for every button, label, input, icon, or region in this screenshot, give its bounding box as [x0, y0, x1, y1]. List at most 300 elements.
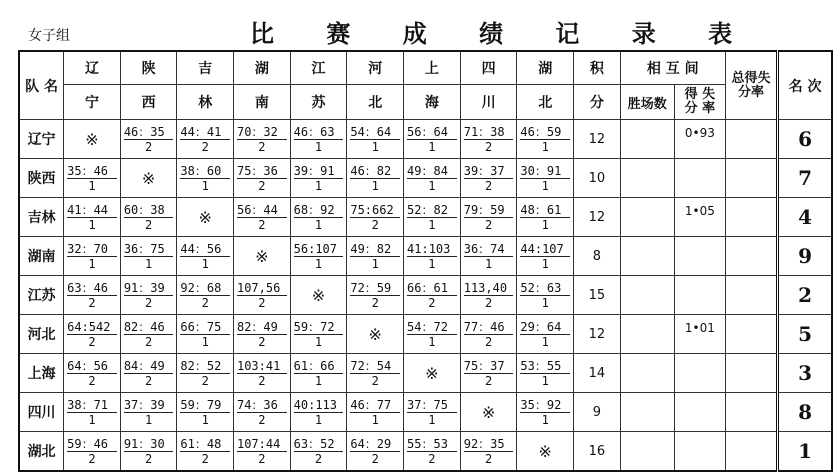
match-result-cell [460, 198, 517, 237]
match-points: 2 [201, 451, 209, 466]
match-points: 2 [484, 139, 493, 154]
match-points: 2 [88, 295, 96, 310]
match-score: 35：92 [520, 398, 570, 413]
match-score: 52：63 [520, 281, 570, 296]
match-result-cell [64, 159, 121, 198]
match-score: 35：46 [67, 164, 117, 179]
match-result-cell [460, 276, 517, 315]
mutual-ratio-cell [674, 354, 725, 393]
match-points: 1 [314, 334, 323, 349]
match-points: 1 [541, 295, 549, 310]
self-match-mark: ※ [404, 354, 461, 393]
match-points: 1 [428, 217, 436, 232]
team-name: 四川 [19, 393, 64, 432]
match-score: 74：36 [237, 398, 287, 413]
match-result-cell [290, 354, 347, 393]
match-result-cell [290, 198, 347, 237]
match-score: 82：46 [124, 320, 174, 335]
match-score: 41：44 [67, 203, 117, 218]
mutual-ratio-header-line1: 得 失 [684, 87, 716, 102]
mutual-ratio-cell: 1•01 [674, 315, 725, 354]
self-match-mark: ※ [233, 237, 290, 276]
match-points: 1 [88, 178, 96, 193]
match-score: 56：44 [237, 203, 287, 218]
match-score: 92：68 [180, 281, 230, 296]
table-row [19, 432, 832, 472]
match-points: 2 [144, 334, 153, 349]
match-score: 84：49 [124, 359, 174, 374]
opponent-header-bottom: 北 [517, 85, 574, 120]
opponent-header-top: 江 [290, 51, 347, 85]
match-score: 46：63 [294, 125, 344, 140]
rank-cell: 7 [778, 159, 832, 198]
match-result-cell [517, 120, 574, 159]
self-match-mark: ※ [460, 393, 517, 432]
match-points: 1 [314, 178, 323, 193]
match-points: 1 [484, 256, 493, 271]
match-points: 2 [144, 451, 153, 466]
match-result-cell [347, 432, 404, 472]
match-score: 107,56 [237, 281, 287, 296]
table-row [19, 276, 832, 315]
match-score: 49：82 [350, 242, 400, 257]
match-score: 46：82 [350, 164, 400, 179]
match-points: 1 [201, 178, 209, 193]
rank-cell: 8 [778, 393, 832, 432]
self-match-mark: ※ [177, 198, 234, 237]
match-score: 59：46 [67, 437, 117, 452]
match-score: 92：35 [464, 437, 514, 452]
match-points: 2 [484, 451, 493, 466]
match-result-cell [177, 237, 234, 276]
match-score: 63：46 [67, 281, 117, 296]
points-cell: 10 [574, 159, 621, 198]
match-score: 54：72 [407, 320, 457, 335]
table-row [19, 237, 832, 276]
match-points: 2 [144, 295, 153, 310]
match-points: 2 [484, 334, 493, 349]
total-ratio-cell [725, 198, 777, 237]
points-cell: 9 [574, 393, 621, 432]
match-result-cell [517, 315, 574, 354]
match-points: 2 [258, 334, 266, 349]
match-score: 32：70 [67, 242, 117, 257]
match-points: 1 [428, 256, 436, 271]
total-ratio-cell [725, 432, 777, 472]
match-points: 1 [428, 139, 436, 154]
opponent-header-bottom: 西 [120, 85, 177, 120]
match-result-cell [404, 315, 461, 354]
points-cell: 16 [574, 432, 621, 472]
match-score: 46：77 [350, 398, 400, 413]
match-score: 39：37 [464, 164, 514, 179]
match-score: 82：49 [237, 320, 287, 335]
match-points: 1 [314, 256, 323, 271]
match-result-cell [347, 276, 404, 315]
match-result-cell [233, 198, 290, 237]
mutual-header: 相 互 间 [620, 51, 725, 85]
match-result-cell [404, 276, 461, 315]
match-result-cell [347, 237, 404, 276]
opponent-header-top: 吉 [177, 51, 234, 85]
team-name: 上海 [19, 354, 64, 393]
team-name: 河北 [19, 315, 64, 354]
match-result-cell [404, 432, 461, 472]
match-points: 2 [258, 451, 266, 466]
match-points: 2 [314, 451, 323, 466]
match-result-cell [460, 120, 517, 159]
match-result-cell [177, 393, 234, 432]
match-result-cell [120, 393, 177, 432]
match-points: 1 [144, 256, 153, 271]
match-result-cell [177, 276, 234, 315]
match-result-cell [517, 393, 574, 432]
match-score: 61：48 [180, 437, 230, 452]
team-name: 吉林 [19, 198, 64, 237]
total-ratio-cell [725, 354, 777, 393]
match-result-cell [460, 432, 517, 472]
match-score: 36：75 [124, 242, 174, 257]
match-score: 91：39 [124, 281, 174, 296]
match-result-cell [290, 393, 347, 432]
match-result-cell [233, 315, 290, 354]
match-score: 36：74 [464, 242, 514, 257]
match-score: 75：36 [237, 164, 287, 179]
match-result-cell [177, 315, 234, 354]
match-result-cell [517, 159, 574, 198]
mutual-wins-cell [620, 432, 674, 472]
match-points: 1 [314, 139, 323, 154]
match-result-cell [290, 237, 347, 276]
match-score: 44：41 [180, 125, 230, 140]
self-match-mark: ※ [120, 159, 177, 198]
match-points: 2 [144, 139, 153, 154]
total-ratio-cell [725, 159, 777, 198]
match-result-cell [460, 315, 517, 354]
rank-cell: 9 [778, 237, 832, 276]
match-points: 2 [201, 139, 209, 154]
match-result-cell [64, 276, 121, 315]
match-score: 75:662 [350, 203, 400, 218]
table-row [19, 120, 832, 159]
match-points: 1 [428, 178, 436, 193]
mutual-wins-cell [620, 198, 674, 237]
match-points: 1 [371, 256, 379, 271]
match-result-cell [404, 120, 461, 159]
total-ratio-header: 总得失分率 [725, 51, 777, 120]
match-score: 75：37 [464, 359, 514, 374]
match-points: 2 [371, 217, 379, 232]
match-result-cell [517, 198, 574, 237]
opponent-header-top: 上 [404, 51, 461, 85]
match-result-cell [120, 276, 177, 315]
opponent-header-bottom: 宁 [64, 85, 121, 120]
match-points: 2 [88, 334, 96, 349]
match-result-cell [517, 276, 574, 315]
match-points: 2 [144, 217, 153, 232]
team-header: 队 名 [19, 51, 64, 120]
opponent-header-top: 辽 [64, 51, 121, 85]
match-result-cell [460, 354, 517, 393]
match-points: 2 [428, 295, 436, 310]
self-match-mark: ※ [290, 276, 347, 315]
match-score: 55：53 [407, 437, 457, 452]
match-points: 1 [371, 178, 379, 193]
match-points: 1 [371, 412, 379, 427]
match-result-cell [347, 120, 404, 159]
match-result-cell [233, 120, 290, 159]
match-score: 29：64 [520, 320, 570, 335]
match-result-cell [347, 393, 404, 432]
match-points: 1 [314, 373, 323, 388]
team-name: 湖南 [19, 237, 64, 276]
match-score: 56：64 [407, 125, 457, 140]
rank-cell: 5 [778, 315, 832, 354]
group-label: 女子组 [28, 28, 70, 44]
match-score: 38：60 [180, 164, 230, 179]
match-result-cell [64, 315, 121, 354]
total-ratio-cell [725, 315, 777, 354]
match-points: 1 [541, 139, 549, 154]
mutual-wins-cell [620, 159, 674, 198]
match-score: 64：29 [350, 437, 400, 452]
match-result-cell [290, 159, 347, 198]
match-score: 66：61 [407, 281, 457, 296]
match-points: 1 [541, 178, 549, 193]
match-score: 54：64 [350, 125, 400, 140]
match-points: 1 [541, 256, 549, 271]
match-points: 1 [428, 334, 436, 349]
match-points: 2 [258, 217, 266, 232]
match-points: 1 [541, 217, 549, 232]
rank-cell: 3 [778, 354, 832, 393]
match-score: 63：52 [294, 437, 344, 452]
self-match-mark: ※ [517, 432, 574, 472]
match-result-cell [233, 276, 290, 315]
match-result-cell [517, 237, 574, 276]
rank-header: 名 次 [778, 51, 832, 120]
points-cell: 12 [574, 198, 621, 237]
match-score: 59：72 [294, 320, 344, 335]
mutual-ratio-header-line2: 分 率 [684, 101, 716, 116]
mutual-wins-cell [620, 354, 674, 393]
match-score: 71：38 [464, 125, 514, 140]
match-result-cell [120, 432, 177, 472]
match-score: 72：54 [350, 359, 400, 374]
points-cell: 15 [574, 276, 621, 315]
match-result-cell [517, 354, 574, 393]
match-points: 2 [484, 178, 493, 193]
match-score: 79：59 [464, 203, 514, 218]
points-cell: 12 [574, 120, 621, 159]
match-score: 61：66 [294, 359, 344, 374]
mutual-ratio-cell [674, 276, 725, 315]
match-points: 2 [88, 373, 96, 388]
match-points: 1 [144, 412, 153, 427]
results-table [18, 50, 833, 472]
match-score: 59：79 [180, 398, 230, 413]
match-score: 53：55 [520, 359, 570, 374]
team-name: 陕西 [19, 159, 64, 198]
match-result-cell [404, 159, 461, 198]
match-result-cell [290, 432, 347, 472]
match-result-cell [347, 198, 404, 237]
mutual-ratio-cell [674, 159, 725, 198]
match-score: 66：75 [180, 320, 230, 335]
match-points: 2 [144, 373, 153, 388]
match-result-cell [64, 354, 121, 393]
mutual-wins-cell [620, 120, 674, 159]
table-row [19, 393, 832, 432]
match-score: 91：30 [124, 437, 174, 452]
match-points: 1 [314, 217, 323, 232]
match-points: 2 [371, 295, 379, 310]
match-points: 1 [88, 256, 96, 271]
mutual-ratio-cell [674, 432, 725, 472]
match-result-cell [120, 237, 177, 276]
opponent-header-bottom: 海 [404, 85, 461, 120]
match-result-cell [404, 237, 461, 276]
table-row [19, 159, 832, 198]
mutual-ratio-cell [674, 237, 725, 276]
total-ratio-cell [725, 120, 777, 159]
opponent-header-bottom: 川 [460, 85, 517, 120]
match-score: 77：46 [464, 320, 514, 335]
match-points: 1 [201, 334, 209, 349]
match-result-cell [233, 159, 290, 198]
match-score: 107:44 [237, 437, 287, 452]
match-result-cell [64, 393, 121, 432]
match-score: 70：32 [237, 125, 287, 140]
match-score: 48：61 [520, 203, 570, 218]
opponent-header-top: 湖 [233, 51, 290, 85]
match-score: 64:542 [67, 320, 117, 335]
match-result-cell [460, 237, 517, 276]
match-score: 103:41 [237, 359, 287, 374]
match-result-cell [64, 198, 121, 237]
match-points: 2 [484, 373, 493, 388]
match-result-cell [233, 432, 290, 472]
total-ratio-cell [725, 276, 777, 315]
match-points: 1 [88, 217, 96, 232]
match-result-cell [120, 315, 177, 354]
team-name: 江苏 [19, 276, 64, 315]
mutual-wins-cell [620, 393, 674, 432]
match-result-cell [460, 159, 517, 198]
match-score: 68：92 [294, 203, 344, 218]
rank-cell: 4 [778, 198, 832, 237]
match-score: 82：52 [180, 359, 230, 374]
page-title: 比 赛 成 绩 记 录 表 [250, 19, 755, 48]
opponent-header-bottom: 林 [177, 85, 234, 120]
mutual-ratio-header [674, 85, 725, 120]
total-ratio-cell [725, 237, 777, 276]
match-score: 64：56 [67, 359, 117, 374]
match-score: 39：91 [294, 164, 344, 179]
rank-cell: 2 [778, 276, 832, 315]
match-points: 1 [201, 256, 209, 271]
mutual-wins-cell [620, 315, 674, 354]
points-header-top: 积 [574, 51, 621, 85]
total-ratio-cell [725, 393, 777, 432]
match-score: 37：39 [124, 398, 174, 413]
mutual-wins-cell [620, 276, 674, 315]
match-score: 46：59 [520, 125, 570, 140]
match-points: 1 [541, 334, 549, 349]
opponent-header-top: 河 [347, 51, 404, 85]
mutual-wins-header: 胜场数 [620, 85, 674, 120]
match-result-cell [233, 354, 290, 393]
match-result-cell [177, 159, 234, 198]
match-result-cell [177, 354, 234, 393]
match-points: 2 [428, 451, 436, 466]
opponent-header-bottom: 南 [233, 85, 290, 120]
match-score: 38：71 [67, 398, 117, 413]
match-points: 2 [201, 295, 209, 310]
match-result-cell [290, 120, 347, 159]
match-result-cell [177, 432, 234, 472]
match-score: 46：35 [124, 125, 174, 140]
opponent-header-top: 陕 [120, 51, 177, 85]
match-points: 2 [258, 412, 266, 427]
match-score: 56:107 [294, 242, 344, 257]
table-row [19, 354, 832, 393]
opponent-header-top: 湖 [517, 51, 574, 85]
match-points: 2 [484, 217, 493, 232]
match-result-cell [404, 198, 461, 237]
match-points: 1 [314, 412, 323, 427]
match-points: 2 [258, 139, 266, 154]
match-points: 2 [258, 295, 266, 310]
team-name: 辽宁 [19, 120, 64, 159]
match-result-cell [120, 354, 177, 393]
match-result-cell [120, 120, 177, 159]
points-cell: 12 [574, 315, 621, 354]
match-points: 2 [371, 373, 379, 388]
opponent-header-top: 四 [460, 51, 517, 85]
mutual-ratio-cell: 1•05 [674, 198, 725, 237]
match-result-cell [347, 159, 404, 198]
self-match-mark: ※ [347, 315, 404, 354]
table-row [19, 315, 832, 354]
match-points: 1 [371, 139, 379, 154]
rank-cell: 6 [778, 120, 832, 159]
points-cell: 8 [574, 237, 621, 276]
team-name: 湖北 [19, 432, 64, 472]
match-points: 2 [88, 451, 96, 466]
match-points: 2 [201, 373, 209, 388]
match-points: 1 [541, 373, 549, 388]
opponent-header-bottom: 北 [347, 85, 404, 120]
match-result-cell [347, 354, 404, 393]
match-result-cell [233, 393, 290, 432]
match-score: 41:103 [407, 242, 457, 257]
table-row [19, 198, 832, 237]
match-points: 2 [258, 373, 266, 388]
match-result-cell [120, 198, 177, 237]
match-result-cell [64, 237, 121, 276]
match-score: 49：84 [407, 164, 457, 179]
match-score: 52：82 [407, 203, 457, 218]
match-points: 2 [484, 295, 493, 310]
match-score: 44:107 [520, 242, 570, 257]
match-score: 40:113 [294, 398, 344, 413]
match-score: 72：59 [350, 281, 400, 296]
mutual-ratio-cell: 0•93 [674, 120, 725, 159]
points-cell: 14 [574, 354, 621, 393]
match-result-cell [404, 393, 461, 432]
match-points: 1 [201, 412, 209, 427]
